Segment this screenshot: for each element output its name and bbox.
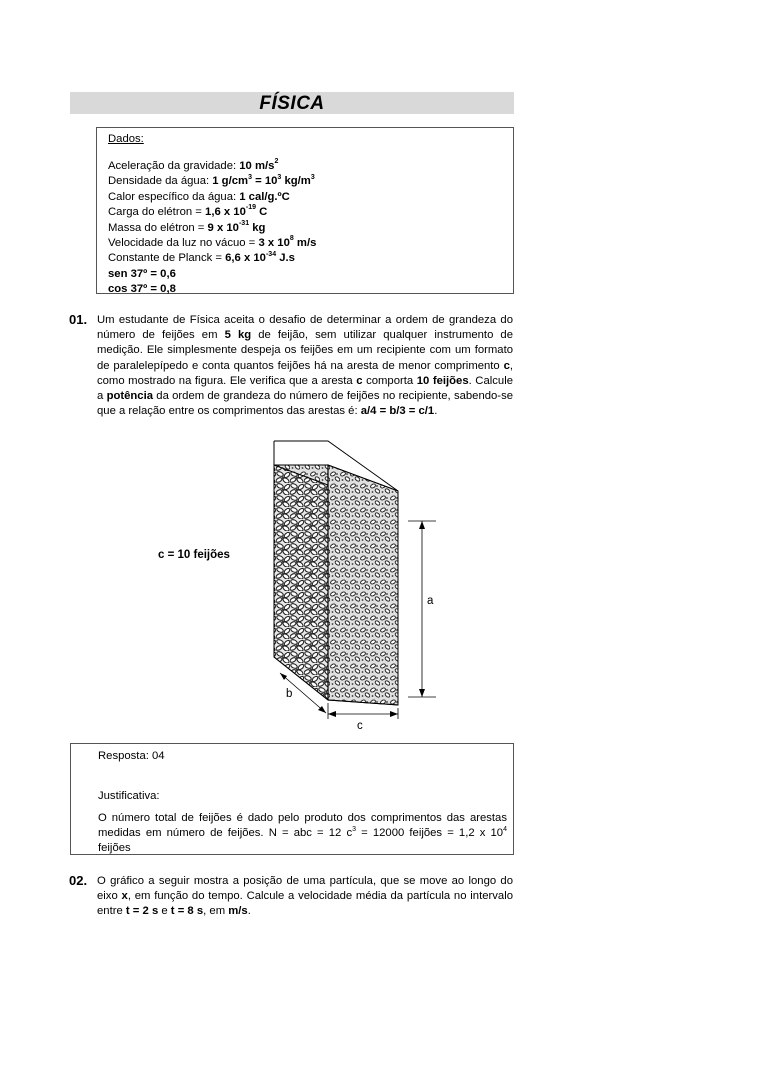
constant-row: Carga do elétron = 1,6 x $10^{-19}$ C (108, 204, 268, 219)
constant-row: Densidade da água: 1 $g/cm^3 = 10^3$ $kg/m^3$ (108, 173, 315, 188)
c-equals-label: c = 10 feijões (158, 549, 230, 561)
constant-row: sen 37º = 0,6 (108, 267, 176, 280)
constant-row: Aceleração da gravidade: 10 $m/s^2$ (108, 158, 279, 172)
answer-value: Resposta: 04 (98, 750, 165, 762)
question-text: Um estudante de Física aceita o desafio de determinar a ordem de grandeza do número de feijões em 5 kg de feijão, sem utilizar qualquer instrumento de medição. Ele simplesmente despeja os feijões em um recipiente com um formato de paralelepípedo e conta quantos feijões há na aresta de menor comprimento c, como mostrado na figura. Ele verifica que a aresta c comporta 10 feijões. Calcule a potência da ordem de grandeza do número de feijões no recipiente, sabendo-se que a relação entre os comprimentos das arestas é: a/4 = b/3 = c/1. (97, 314, 514, 418)
constants-heading: Dados: (108, 133, 144, 145)
answer-box (70, 743, 514, 855)
bean-box-drawing (150, 435, 450, 735)
edge-a-label: a (427, 595, 434, 607)
bean-box-figure (150, 435, 450, 735)
edge-b-label: b (286, 688, 293, 700)
page-title: FÍSICA (70, 92, 514, 114)
justification-heading: Justificativa: (98, 790, 160, 802)
justification-text: O número total de feijões é dado pelo produto dos comprimentos das arestas medidas em número de feijões. N = abc = 12 $c^3 = 12000$ feijões = 1,2 x $10^4$ feijões (98, 812, 507, 855)
constant-row: Velocidade da luz no vácuo = 3 x $10^8$ m/s (108, 235, 317, 250)
question-text: O gráfico a seguir mostra a posição de uma partícula, que se move ao longo do eixo x, em função do tempo. Calcule a velocidade média da partícula no intervalo entre t = 2 s e t = 8 s, em m/s. (97, 875, 513, 918)
constants-box (96, 127, 514, 294)
constant-row: Calor específico da água: 1 cal/g.ºC (108, 190, 290, 203)
constant-row: Massa do elétron = 9 x $10^{-31}$ kg (108, 219, 266, 234)
question-number: 01. (69, 312, 88, 327)
constant-row: cos 37º = 0,8 (108, 283, 176, 296)
edge-c-label: c (357, 720, 363, 732)
constant-row: Constante de Planck = 6,6 x $10^{-34}$ J.s (108, 250, 295, 265)
question-number: 02. (69, 873, 88, 888)
